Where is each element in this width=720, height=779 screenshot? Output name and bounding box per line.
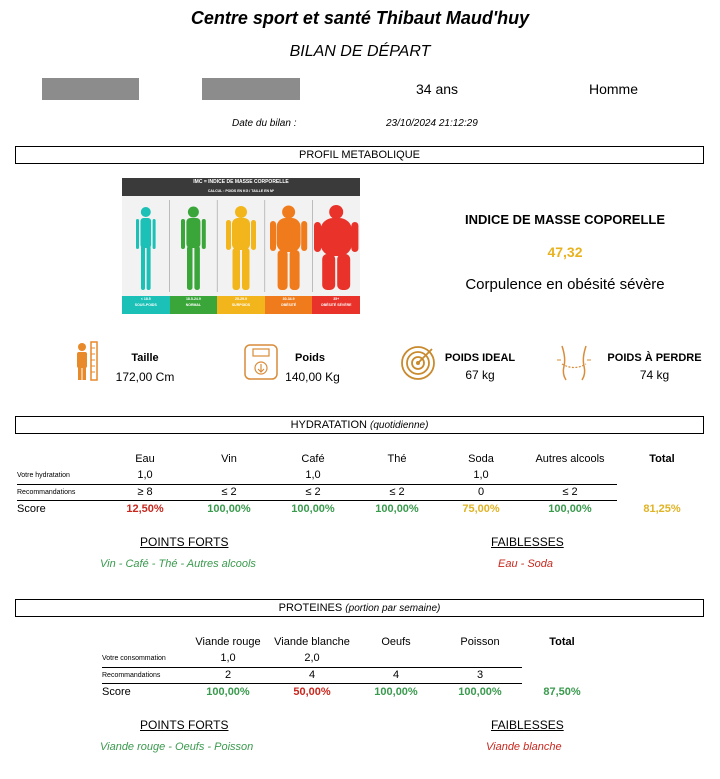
- table-cell: 2,0: [270, 650, 354, 667]
- score-cell: 100,00%: [207, 502, 251, 515]
- table-cell: ≤ 2: [355, 484, 439, 500]
- section-hydratation: [15, 416, 704, 434]
- row-label: Votre consommation: [102, 650, 186, 667]
- table-cell: [355, 467, 439, 484]
- imc-banner-title: IMC = INDICE DE MASSE CORPORELLE: [193, 179, 289, 185]
- score-total: 81,25%: [643, 502, 681, 515]
- section-profil-metabolique: [15, 146, 704, 164]
- table-cell: 2: [186, 667, 270, 683]
- hydration-table: [17, 451, 707, 517]
- report-subtitle: BILAN DE DÉPART: [289, 43, 431, 60]
- col-autres-alcools: Autres alcools: [535, 453, 605, 465]
- table-cell: 3: [438, 667, 522, 683]
- score-cell: 100,00%: [291, 502, 335, 515]
- stat-height-label: Taille: [131, 352, 159, 364]
- table-cell: ≤ 2: [271, 484, 355, 500]
- table-cell: ≥ 8: [103, 484, 187, 500]
- imc-band-underweight: [122, 296, 170, 314]
- table-cell: [354, 650, 438, 667]
- redacted-first-name: [202, 78, 300, 100]
- weaknesses-title: FAIBLESSES: [491, 718, 564, 732]
- stat-weight-value: 140,00 Kg: [285, 370, 340, 384]
- table-row: [17, 484, 707, 500]
- table-cell: 1,0: [271, 467, 355, 484]
- table-cell: ≤ 2: [523, 484, 617, 500]
- overweight-silhouette: [226, 206, 256, 290]
- imc-classification: Corpulence en obésité sévère: [465, 276, 665, 293]
- imc-band-severe: [312, 296, 360, 314]
- band-range: 25-29.9: [235, 297, 247, 301]
- section-title: HYDRATATION: [290, 419, 367, 431]
- table-header-row: [102, 634, 602, 650]
- table-cell: [617, 484, 707, 500]
- table-cell: 4: [270, 667, 354, 683]
- imc-chart-graphic: [122, 178, 360, 314]
- table-cell: 0: [439, 484, 523, 500]
- client-sex: Homme: [589, 81, 639, 97]
- score-cell: 75,00%: [462, 502, 500, 515]
- band-range: 30-34.9: [282, 297, 295, 301]
- score-row: [102, 683, 602, 700]
- score-cell: 100,00%: [206, 685, 250, 698]
- severe-obese-silhouette: [314, 205, 358, 290]
- stat-weight-label: Poids: [295, 352, 325, 364]
- col-total: Total: [549, 636, 575, 648]
- table-cell: [522, 667, 602, 683]
- stat-weight-to-lose-value: 74 kg: [639, 368, 670, 382]
- section-subtitle: (quotidienne): [370, 420, 429, 431]
- col-viande-rouge: Viande rouge: [195, 636, 261, 648]
- band-range: 18.5-24.9: [185, 297, 201, 301]
- strengths-list: Vin - Café - Thé - Autres alcools: [100, 558, 256, 570]
- band-name: OBÉSITÉ: [280, 303, 297, 307]
- obese-silhouette: [270, 206, 307, 291]
- empty-cell: [17, 451, 103, 467]
- section-title: PROTEINES: [278, 602, 343, 614]
- col-vin: Vin: [221, 453, 237, 465]
- silhouettes-svg: [122, 196, 360, 296]
- table-cell: [187, 467, 271, 484]
- table-cell: [523, 467, 617, 484]
- table-row: [102, 650, 602, 667]
- row-label: Recommandations: [17, 484, 103, 500]
- score-cell: 100,00%: [374, 685, 418, 698]
- stat-ideal-weight-value: 67 kg: [465, 368, 495, 382]
- band-range: < 18.5: [140, 297, 151, 301]
- col-the: Thé: [387, 453, 407, 465]
- score-cell: 100,00%: [548, 502, 592, 515]
- table-row: [17, 467, 707, 484]
- table-cell: 1,0: [439, 467, 523, 484]
- col-oeufs: Oeufs: [381, 636, 411, 648]
- empty-cell: [102, 634, 186, 650]
- score-label: Score: [102, 685, 131, 698]
- imc-banner: [122, 178, 360, 196]
- col-viande-blanche: Viande blanche: [274, 636, 350, 648]
- section-subtitle: (portion par semaine): [345, 603, 441, 614]
- row-label: Recommandations: [102, 667, 186, 683]
- table-cell: ≤ 2: [187, 484, 271, 500]
- imc-band-overweight: [217, 296, 265, 314]
- target-icon: [400, 345, 436, 386]
- row-label: Votre hydratation: [17, 467, 103, 484]
- date-label: Date du bilan :: [232, 118, 297, 129]
- col-cafe: Café: [301, 453, 325, 465]
- score-cell: 50,00%: [293, 685, 331, 698]
- weaknesses-list: Viande blanche: [486, 741, 562, 753]
- band-name: OBÉSITÉ SÉVÈRE: [320, 303, 352, 307]
- strengths-title: POINTS FORTS: [140, 535, 229, 549]
- normal-silhouette: [181, 207, 206, 291]
- table-cell: [617, 467, 707, 484]
- redacted-last-name: [42, 78, 139, 100]
- date-value: 23/10/2024 21:12:29: [386, 118, 478, 129]
- table-cell: 4: [354, 667, 438, 683]
- imc-value: 47,32: [547, 244, 583, 260]
- score-cell: 100,00%: [458, 685, 502, 698]
- table-cell: [438, 650, 522, 667]
- stat-height-value: 172,00 Cm: [115, 370, 175, 384]
- score-row: [17, 500, 707, 517]
- weaknesses-list: Eau - Soda: [498, 558, 554, 570]
- imc-band-obese: [265, 296, 313, 314]
- stat-weight-to-lose-label: POIDS À PERDRE: [607, 352, 702, 364]
- height-ruler-icon: [73, 341, 103, 386]
- col-total: Total: [649, 453, 675, 465]
- center-title: Centre sport et santé Thibaut Maud'huy: [190, 8, 530, 28]
- imc-band-normal: [170, 296, 218, 314]
- imc-result: [430, 212, 700, 293]
- table-row: [102, 667, 602, 683]
- weaknesses-title: FAIBLESSES: [491, 535, 564, 549]
- stat-ideal-weight-label: POIDS IDEAL: [444, 352, 516, 364]
- table-cell: 1,0: [186, 650, 270, 667]
- band-name: SOUS-POIDS: [134, 303, 157, 307]
- section-proteines: [15, 599, 704, 617]
- waist-icon: [556, 344, 592, 387]
- imc-silhouettes: [122, 196, 360, 296]
- section-title: PROFIL METABOLIQUE: [298, 149, 421, 161]
- col-eau: Eau: [135, 453, 155, 465]
- table-cell: 1,0: [103, 467, 187, 484]
- imc-banner-formula: CALCUL : POIDS EN KG / TAILLE EN M²: [207, 189, 275, 193]
- score-total: 87,50%: [543, 685, 581, 698]
- band-range: 35+: [333, 297, 340, 301]
- underweight-silhouette: [136, 207, 156, 290]
- score-label: Score: [17, 502, 46, 515]
- table-cell: [522, 650, 602, 667]
- col-poisson: Poisson: [460, 636, 500, 648]
- imc-label: INDICE DE MASSE COPORELLE: [464, 212, 666, 227]
- client-age: 34 ans: [416, 81, 459, 97]
- col-soda: Soda: [468, 453, 494, 465]
- score-cell: 100,00%: [375, 502, 419, 515]
- table-header-row: [17, 451, 707, 467]
- band-name: NORMAL: [185, 303, 202, 307]
- protein-table: [102, 634, 602, 700]
- strengths-title: POINTS FORTS: [140, 718, 229, 732]
- band-name: SURPOIDS: [231, 303, 251, 307]
- score-cell: 12,50%: [126, 502, 164, 515]
- strengths-list: Viande rouge - Oeufs - Poisson: [100, 741, 254, 753]
